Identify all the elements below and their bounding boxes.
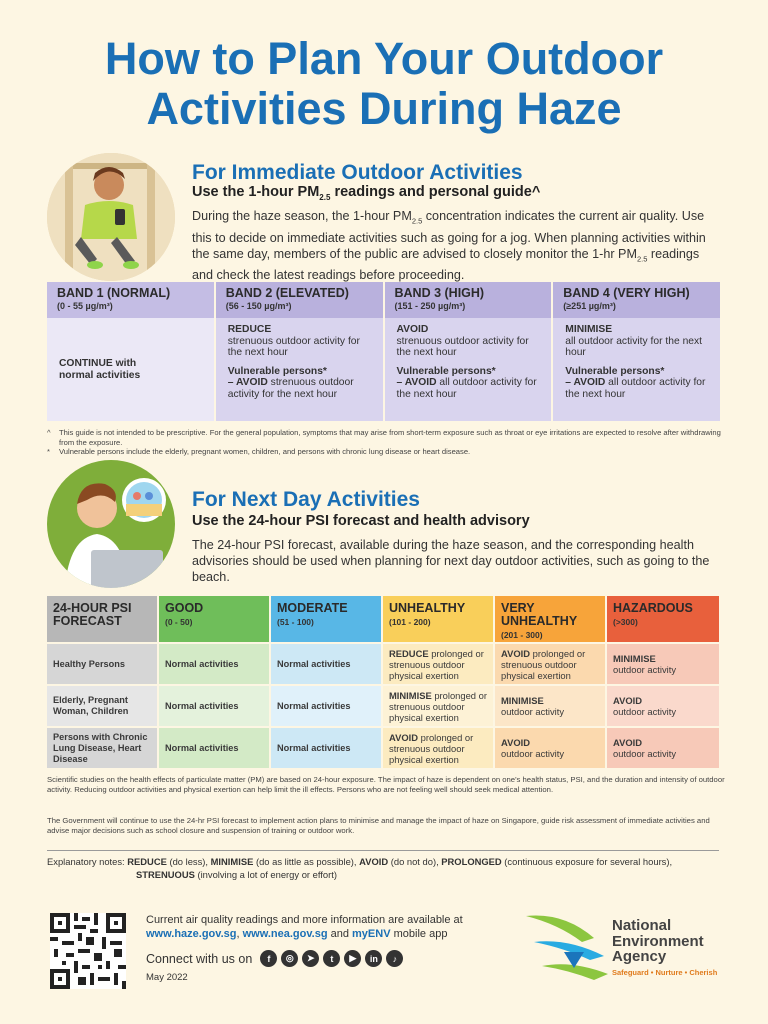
moderate-cell: Normal activities xyxy=(271,728,383,770)
title-line-1: How to Plan Your Outdoor xyxy=(104,33,664,84)
vulnerable-advice: – AVOID all outdoor activity for the next hour xyxy=(565,377,706,400)
psi-header-unhealthy: UNHEALTHY (101 - 200) xyxy=(383,596,495,644)
band-action-text: strenuous outdoor activity for the next hour xyxy=(396,335,529,358)
band-range: (56 - 150 µg/m³) xyxy=(225,301,292,311)
band-range: (0 - 55 µg/m³) xyxy=(57,301,113,311)
nea-logo-icon xyxy=(524,912,624,986)
band-action: AVOID xyxy=(396,324,429,335)
hazardous-cell: AVOID outdoor activity xyxy=(607,686,719,728)
nea-name: National Environment Agency xyxy=(612,917,704,965)
moderate-cell: Normal activities xyxy=(271,686,383,728)
band-2-column xyxy=(216,282,385,421)
band-title: BAND 1 (NORMAL) xyxy=(57,286,171,300)
title-line-2: Activities During Haze xyxy=(146,83,622,134)
table-row xyxy=(47,644,719,686)
psi-header-hazardous: HAZARDOUS (>300) xyxy=(607,596,719,644)
psi-header-row xyxy=(47,596,719,644)
vulnerable-advice: – AVOID strenuous outdoor activity for the next hour xyxy=(227,377,354,400)
band-action: REDUCE xyxy=(227,324,272,335)
telegram-icon[interactable]: ➤ xyxy=(302,950,319,967)
vulnerable-label: Vulnerable persons* xyxy=(227,365,327,377)
band-3-advice xyxy=(385,318,552,421)
info-line: Current air quality readings and more information are available at xyxy=(146,914,463,926)
twitter-icon[interactable]: t xyxy=(323,950,340,967)
row-label: Healthy Persons xyxy=(47,644,159,686)
immediate-heading: For Immediate Outdoor Activities xyxy=(192,161,523,184)
good-cell: Normal activities xyxy=(159,686,271,728)
hazardous-cell: MINIMISE outdoor activity xyxy=(607,644,719,686)
laptop-user-illustration xyxy=(47,460,175,588)
scientific-note: Scientific studies on the health effects of particulate matter (PM) are based on 24-hour exposure. The impact of haze is dependent on one's health status, PSI, and the duration and intensity of outdoor activity. Reducing outdoor activities and physical exertion can help limit the ill effects. Persons who are not feeling well should seek medical attention. xyxy=(47,775,725,794)
psi-header-good: GOOD (0 - 50) xyxy=(159,596,271,644)
band-2-advice xyxy=(216,318,383,421)
band-1-header xyxy=(47,282,214,318)
band-1-column xyxy=(47,282,216,421)
info-links: www.haze.gov.sg, www.nea.gov.sg and myENV mobile app xyxy=(146,928,448,940)
psi-header-very-unhealthy: VERY UNHEALTHY (201 - 300) xyxy=(495,596,607,644)
nextday-heading: For Next Day Activities xyxy=(192,488,420,511)
unhealthy-cell: AVOID prolonged or strenuous outdoor physical exertion xyxy=(383,728,495,770)
band-4-advice xyxy=(553,318,720,421)
tiktok-icon[interactable]: ♪ xyxy=(386,950,403,967)
footnote: * Vulnerable persons include the elderly, pregnant women, children, and persons with chronic lung disease or heart disease. xyxy=(47,447,471,456)
band-2-header xyxy=(216,282,383,318)
hazardous-cell: AVOID outdoor activity xyxy=(607,728,719,770)
band-title: BAND 2 (ELEVATED) xyxy=(225,286,349,300)
connect-label: Connect with us on xyxy=(146,951,253,966)
table-row xyxy=(47,728,719,770)
band-action-text: strenuous outdoor activity for the next hour xyxy=(227,335,360,358)
nea-tagline: Safeguard • Nurture • Cherish xyxy=(612,968,718,977)
band-range: (≥251 µg/m³) xyxy=(563,301,616,311)
row-label: Elderly, Pregnant Woman, Children xyxy=(47,686,159,728)
linkedin-icon[interactable]: in xyxy=(365,950,382,967)
footnote: ^ This guide is not intended to be prescriptive. For the general population, symptoms that may arise from short-term exposure such as throat or eye irritations are expected to resolve after withdrawing from the exposure. xyxy=(47,428,721,447)
band-action: MINIMISE xyxy=(565,324,613,335)
band-title: BAND 4 (VERY HIGH) xyxy=(563,286,690,300)
social-connect xyxy=(146,950,403,967)
band-range: (151 - 250 µg/m³) xyxy=(394,301,466,311)
psi-header-moderate: MODERATE (51 - 100) xyxy=(271,596,383,644)
moderate-cell: Normal activities xyxy=(271,644,383,686)
very-unhealthy-cell: AVOID outdoor activity xyxy=(495,728,607,770)
band-3-header xyxy=(385,282,552,318)
unhealthy-cell: MINIMISE prolonged or strenuous outdoor physical exertion xyxy=(383,686,495,728)
band-action-text: all outdoor activity for the next hour xyxy=(565,335,703,358)
youtube-icon[interactable]: ▶ xyxy=(344,950,361,967)
instagram-icon[interactable]: ◎ xyxy=(281,950,298,967)
very-unhealthy-cell: MINIMISE outdoor activity xyxy=(495,686,607,728)
immediate-description: During the haze season, the 1-hour $PM_{2.5}$ concentration indicates the current air quality. Use this to decide on immediate activities such as going for a jog. When planning activities within the same day, members of the public are advised to closely monitor the 1-hr $PM_{2.5}$ readings and check the latest readings before proceeding. xyxy=(192,209,706,283)
band-4-column xyxy=(553,282,720,421)
footer-info xyxy=(146,913,463,941)
vulnerable-advice: – AVOID all outdoor activity for the next hour xyxy=(396,377,537,400)
good-cell: Normal activities xyxy=(159,728,271,770)
very-unhealthy-cell: AVOID prolonged or strenuous outdoor physical exertion xyxy=(495,644,607,686)
immediate-subheading: Use the 1-hour $PM_{2.5}$ readings and personal guide^ xyxy=(192,184,541,202)
band-4-header xyxy=(553,282,720,318)
nextday-description: The 24-hour PSI forecast, available during the haze season, and the corresponding health advisories should be used when planning for next day outdoor activities, such as going to the beach. xyxy=(192,538,710,584)
band-footnotes xyxy=(47,428,727,457)
row-label: Persons with Chronic Lung Disease, Heart Disease xyxy=(47,728,159,770)
vulnerable-label: Vulnerable persons* xyxy=(565,365,665,377)
explanatory-notes: Explanatory notes: REDUCE (do less), MINIMISE (do as little as possible), AVOID (do not do), PROLONGED (continuous exposure for several hours), STRENUOUS (involving a lot of energy or effort) xyxy=(47,856,673,880)
psi-header-cell: 24-HOUR PSI FORECAST xyxy=(47,596,159,644)
vulnerable-label: Vulnerable persons* xyxy=(396,365,496,377)
myenv-app-link[interactable]: myENV xyxy=(352,928,391,940)
social-icons xyxy=(260,950,403,967)
unhealthy-cell: REDUCE prolonged or strenuous outdoor physical exertion xyxy=(383,644,495,686)
psi-forecast-table xyxy=(47,596,719,770)
band-title: BAND 3 (HIGH) xyxy=(394,286,485,300)
nea-link[interactable]: www.nea.gov.sg xyxy=(242,928,328,940)
band-3-column xyxy=(385,282,554,421)
nextday-subheading: Use the 24-hour PSI forecast and health advisory xyxy=(192,513,530,529)
page-title xyxy=(0,34,768,134)
facebook-icon[interactable]: f xyxy=(260,950,277,967)
qr-code[interactable] xyxy=(50,913,126,989)
band-1-advice xyxy=(47,318,214,421)
band-advice-text: CONTINUE with normal activities xyxy=(59,358,141,381)
good-cell: Normal activities xyxy=(159,644,271,686)
publish-date: May 2022 xyxy=(146,972,188,983)
pm25-band-table xyxy=(47,282,720,421)
haze-link[interactable]: www.haze.gov.sg xyxy=(146,928,237,940)
jogger-illustration xyxy=(47,153,175,281)
table-row xyxy=(47,686,719,728)
government-note: The Government will continue to use the 24-hr PSI forecast to implement action plans to minimise and manage the impact of haze on Singapore, guide risk assessment of immediate activities and advise major decisions such as school closure and suspension of training or outdoor work. xyxy=(47,816,710,835)
divider xyxy=(47,850,719,851)
